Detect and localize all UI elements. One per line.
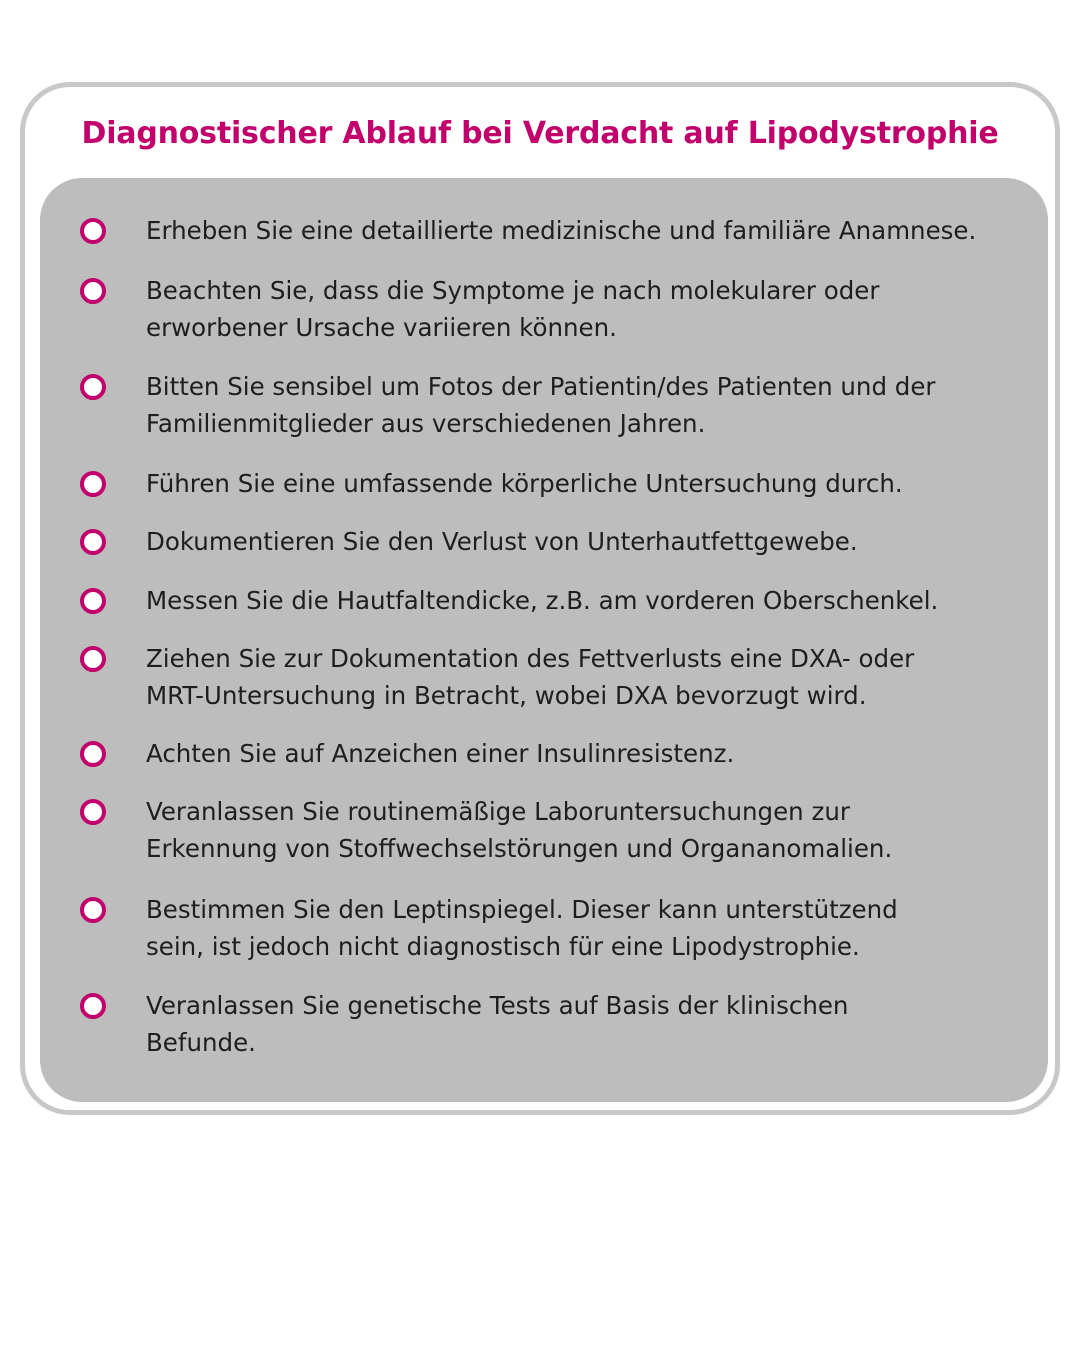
checklist-item-line: Veranlassen Sie genetische Tests auf Basis der klinischen [146, 991, 849, 1020]
circle-bullet-icon [80, 799, 106, 825]
checklist-item-line: Bestimmen Sie den Leptinspiegel. Dieser kann unterstützend [146, 895, 898, 924]
checklist-item-line: Führen Sie eine umfassende körperliche Untersuchung durch. [146, 469, 903, 498]
checklist-item-text [146, 640, 1036, 714]
circle-bullet-icon [80, 471, 106, 497]
checklist-item-line: sein, ist jedoch nicht diagnostisch für eine Lipodystrophie. [146, 932, 860, 961]
checklist-item-text [146, 212, 1036, 249]
circle-bullet-icon [80, 741, 106, 767]
page-title: Diagnostischer Ablauf bei Verdacht auf Lipodystrophie [81, 116, 999, 151]
checklist-item-text [146, 891, 1036, 965]
checklist-item-line: MRT-Untersuchung in Betracht, wobei DXA bevorzugt wird. [146, 681, 867, 710]
circle-bullet-icon [80, 278, 106, 304]
checklist-item-line: Erheben Sie eine detaillierte medizinische und familiäre Anamnese. [146, 216, 977, 245]
circle-bullet-icon [80, 646, 106, 672]
checklist-item-text [146, 987, 1036, 1061]
checklist-panel [40, 178, 1048, 1102]
circle-bullet-icon [80, 529, 106, 555]
checklist-item-text [146, 272, 1036, 346]
circle-bullet-icon [80, 993, 106, 1019]
checklist-item-text [146, 368, 1036, 442]
circle-bullet-icon [80, 374, 106, 400]
checklist-item-text [146, 793, 1036, 867]
checklist-item-line: Familienmitglieder aus verschiedenen Jahren. [146, 409, 706, 438]
checklist-item-line: Ziehen Sie zur Dokumentation des Fettverlusts eine DXA- oder [146, 644, 915, 673]
checklist-item-text [146, 523, 1036, 560]
checklist-item-line: Befunde. [146, 1028, 256, 1057]
checklist-item-text [146, 465, 1036, 502]
circle-bullet-icon [80, 218, 106, 244]
checklist-item-line: Dokumentieren Sie den Verlust von Unterhautfettgewebe. [146, 527, 858, 556]
checklist-item-line: Achten Sie auf Anzeichen einer Insulinresistenz. [146, 739, 735, 768]
checklist-item-text [146, 735, 1036, 772]
checklist-item-line: Veranlassen Sie routinemäßige Laboruntersuchungen zur [146, 797, 850, 826]
checklist-item-line: Bitten Sie sensibel um Fotos der Patientin/des Patienten und der [146, 372, 936, 401]
circle-bullet-icon [80, 897, 106, 923]
circle-bullet-icon [80, 588, 106, 614]
checklist-item-line: Messen Sie die Hautfaltendicke, z.B. am vorderen Oberschenkel. [146, 586, 939, 615]
checklist-item-line: Erkennung von Stoffwechselstörungen und Organanomalien. [146, 834, 893, 863]
checklist-item-line: erworbener Ursache variieren können. [146, 313, 617, 342]
checklist-item-line: Beachten Sie, dass die Symptome je nach molekularer oder [146, 276, 880, 305]
checklist-item-text [146, 582, 1036, 619]
